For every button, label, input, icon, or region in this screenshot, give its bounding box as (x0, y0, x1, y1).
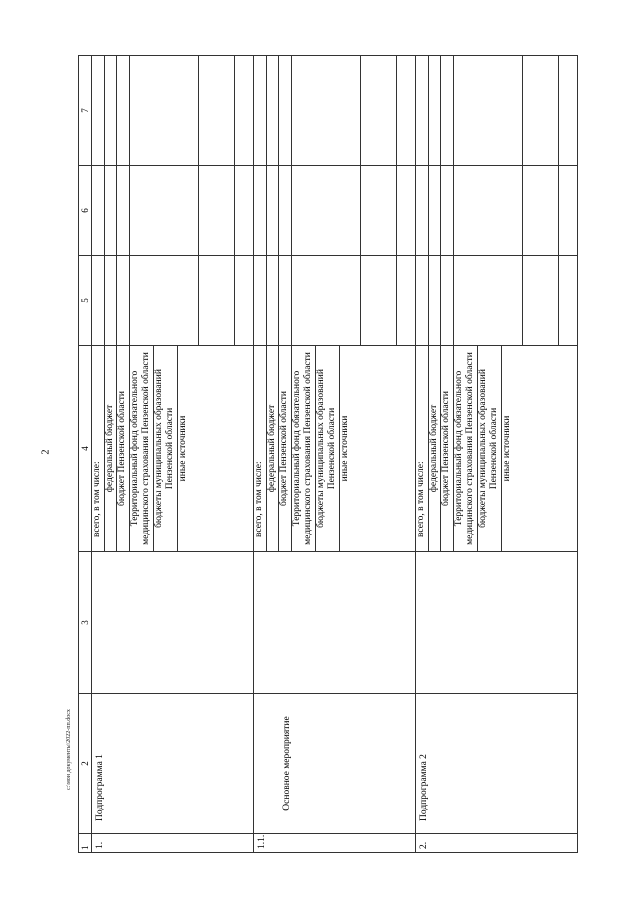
header-col-7: 7 (79, 56, 92, 166)
empty-cell (92, 552, 254, 694)
source-regional: бюджет Пензенской области (441, 346, 454, 551)
source-other: иные источники (339, 415, 350, 482)
value-cell (416, 166, 578, 256)
value-cell (254, 166, 416, 256)
source-total: всего, в том числе: (416, 346, 429, 551)
page-number: 2 (40, 449, 52, 455)
value-cell (416, 256, 578, 346)
funding-sources (92, 346, 254, 552)
source-insurance-fund: Территориальный фонд обязательного медицинского страхования Пензенской области (130, 346, 154, 551)
source-other: иные источники (177, 415, 188, 482)
row-number: 1.1. (254, 834, 416, 853)
source-municipal: бюджеты муниципальных образований Пензенской области (154, 346, 178, 551)
source-regional: бюджет Пензенской области (279, 346, 292, 551)
financing-table (78, 55, 578, 853)
value-cell (254, 256, 416, 346)
source-municipal: бюджеты муниципальных образований Пензенской области (478, 346, 502, 551)
footer-file-path: c:\мои документы\2022-пп.docx (66, 709, 72, 790)
header-col-4: 4 (79, 346, 92, 552)
header-col-2: 2 (79, 694, 92, 834)
header-row (79, 56, 92, 853)
table-row (254, 56, 416, 853)
program-name: Подпрограмма 1 (92, 694, 254, 834)
program-name: Подпрограмма 2 (416, 694, 578, 834)
value-cell (416, 56, 578, 166)
source-municipal: бюджеты муниципальных образований Пензенской области (316, 346, 340, 551)
value-cell (92, 56, 254, 166)
source-regional: бюджет Пензенской области (117, 346, 130, 551)
source-federal: федеральный бюджет (267, 346, 280, 551)
source-total: всего, в том числе: (92, 346, 105, 551)
source-insurance-fund: Территориальный фонд обязательного медицинского страхования Пензенской области (292, 346, 316, 551)
header-col-3: 3 (79, 552, 92, 694)
row-number: 2. (416, 834, 578, 853)
value-cell (254, 56, 416, 166)
source-total: всего, в том числе: (254, 346, 267, 551)
header-col-5: 5 (79, 256, 92, 346)
table-row (416, 56, 578, 853)
funding-sources (416, 346, 578, 552)
program-name: Основное мероприятие (254, 694, 416, 834)
header-col-6: 6 (79, 166, 92, 256)
value-cell (92, 256, 254, 346)
source-insurance-fund: Территориальный фонд обязательного медицинского страхования Пензенской области (454, 346, 478, 551)
source-other: иные источники (501, 415, 512, 482)
empty-cell (254, 552, 416, 694)
source-federal: федеральный бюджет (105, 346, 118, 551)
table-row (92, 56, 254, 853)
financing-table-sheet (78, 56, 578, 853)
value-cell (92, 166, 254, 256)
header-col-1: 1 (79, 834, 92, 853)
empty-cell (416, 552, 578, 694)
source-federal: федеральный бюджет (429, 346, 442, 551)
row-number: 1. (92, 834, 254, 853)
funding-sources (254, 346, 416, 552)
